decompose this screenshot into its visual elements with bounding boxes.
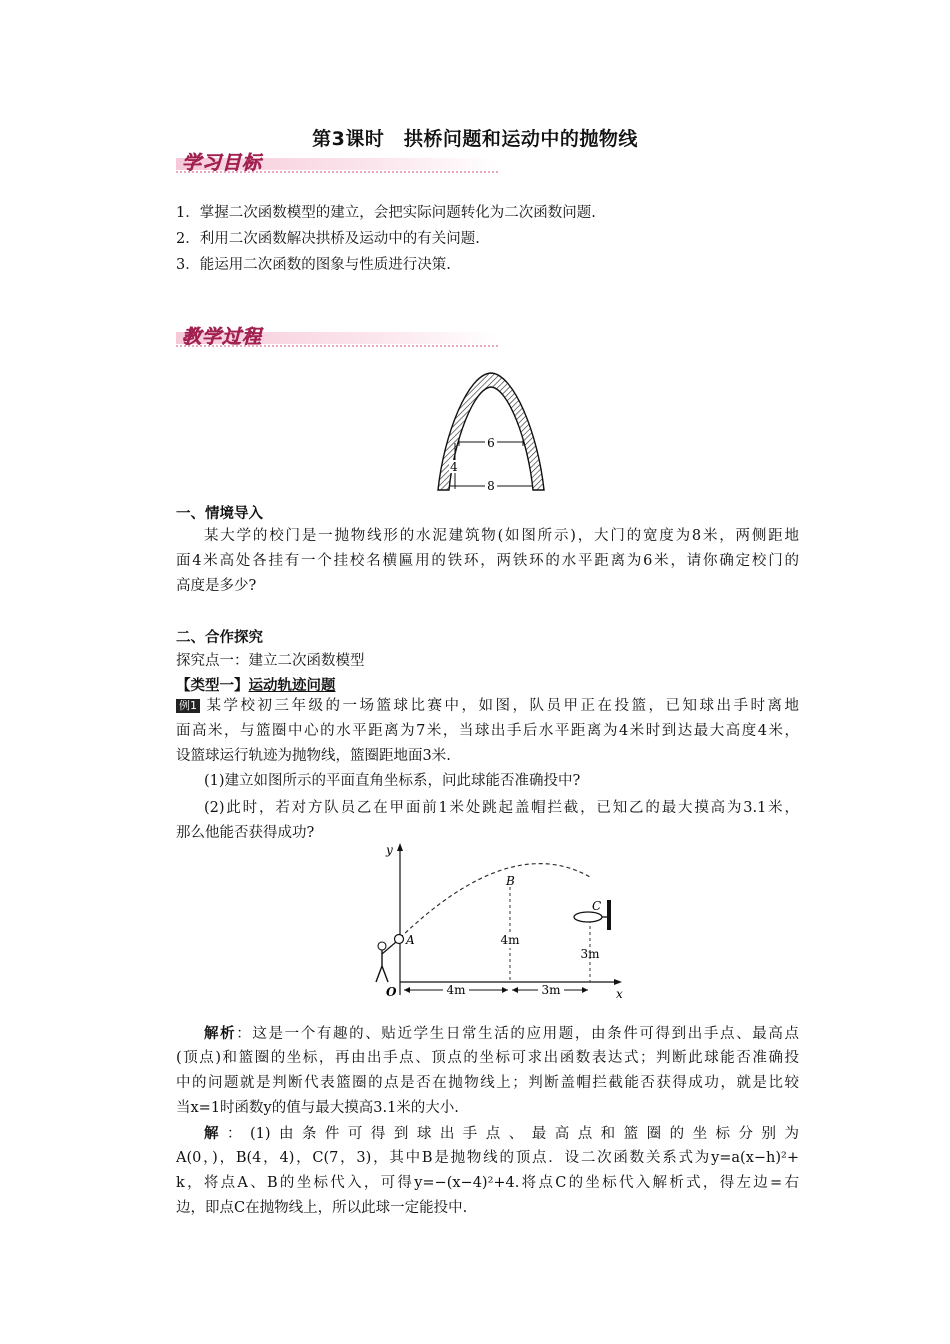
example-badge: 例1 <box>176 699 200 713</box>
example-line-2: 面高米，与篮圈中心的水平距离为7米，当球出手后水平距离为4米时到达最大高度4米， <box>176 723 799 739</box>
section1-heading: 一、情境导入 <box>176 506 263 522</box>
solution-line-3: k，将点A、B的坐标代入，可得y=−(x−4)²+4.将点C的坐标代入解析式，得左边=右 <box>176 1175 799 1191</box>
solution-line-1-text: ：(1)由条件可得到球出手点、最高点和篮圈的坐标分别为 <box>226 1126 799 1142</box>
distance-4m-label: 4m <box>446 983 466 997</box>
hoop <box>574 912 602 922</box>
example-line-1-text: 某学校初三年级的一场篮球比赛中，如图，队员甲正在投篮，已知球出手时离地 <box>204 698 799 714</box>
type-heading <box>176 676 336 696</box>
process-banner <box>176 322 498 348</box>
question-2-line-1: (2)此时，若对方队员乙在甲面前1米处跳起盖帽拦截，已知乙的最大摸高为3.1米， <box>204 800 799 816</box>
solution-label: 解 <box>204 1125 227 1142</box>
height-4m-label: 4m <box>500 933 520 947</box>
analysis-line-4: 当x=1时函数y的值与最大摸高3.1米的大小. <box>176 1100 459 1116</box>
section1-line-1: 某大学的校门是一抛物线形的水泥建筑物(如图所示)，大门的宽度为8米，两侧距地 <box>204 528 799 544</box>
analysis-line-2: (顶点)和篮圈的坐标，再由出手点、顶点的坐标可求出函数表达式；判断此球能否准确投 <box>176 1050 799 1066</box>
y-axis-label: y <box>386 843 393 857</box>
objective-1: 1．掌握二次函数模型的建立，会把实际问题转化为二次函数问题. <box>176 205 596 221</box>
arch-width-top-label: 6 <box>487 436 495 450</box>
section1-line-2: 面4米高处各挂有一个挂校名横匾用的铁环，两铁环的水平距离为6米，请你确定校门的 <box>176 553 799 569</box>
analysis-line-1-text: ：这是一个有趣的、贴近学生日常生活的应用题，由条件可得到出手点、最高点 <box>236 1026 799 1042</box>
objectives-banner-label: 学习目标 <box>182 152 263 174</box>
point-c-label: C <box>592 899 602 913</box>
backboard <box>607 900 611 930</box>
analysis-line-1 <box>204 1021 799 1047</box>
origin-label: O <box>386 985 397 999</box>
analysis-label: 解析 <box>204 1025 237 1042</box>
type-prefix: 【类型一】 <box>176 678 249 694</box>
question-2-line-2: 那么他能否获得成功? <box>176 825 315 841</box>
solution-line-2: A(0，)，B(4，4)，C(7，3)，其中B是抛物线的顶点．设二次函数关系式为y=a(x−h)²+ <box>176 1150 799 1166</box>
arch-width-bottom-label: 8 <box>487 479 495 493</box>
arch-height-label: 4 <box>450 460 458 474</box>
question-1: (1)建立如图所示的平面直角坐标系，问此球能否准确投中? <box>204 773 581 789</box>
point-a-label: A <box>406 933 415 947</box>
x-axis-label: x <box>616 987 623 1001</box>
basketball-graph <box>360 840 630 1005</box>
example-line-3: 设篮球运行轨迹为抛物线，篮圈距地面3米. <box>176 748 451 764</box>
page-title: 第3课时 拱桥问题和运动中的抛物线 <box>312 128 638 150</box>
arch-figure <box>432 368 550 494</box>
ball-trajectory <box>400 864 590 938</box>
section2-heading: 二、合作探究 <box>176 630 263 646</box>
example-line-1 <box>176 694 799 719</box>
solution-line-1 <box>204 1121 799 1147</box>
section2-subheading: 探究点一：建立二次函数模型 <box>176 653 365 669</box>
solution-line-4: 边，即点C在抛物线上，所以此球一定能投中. <box>176 1200 468 1216</box>
section1-line-3: 高度是多少? <box>176 578 257 594</box>
objective-3: 3．能运用二次函数的图象与性质进行决策. <box>176 257 451 273</box>
point-b-label: B <box>506 874 515 888</box>
type-name: 运动轨迹问题 <box>248 678 336 694</box>
objectives-banner <box>176 148 498 174</box>
objective-2: 2．利用二次函数解决拱桥及运动中的有关问题. <box>176 231 480 247</box>
height-3m-label: 3m <box>580 947 600 961</box>
player-head <box>378 942 386 950</box>
distance-3m-label: 3m <box>541 983 561 997</box>
analysis-line-3: 中的问题就是判断代表篮圈的点是否在抛物线上；判断盖帽拦截能否获得成功，就是比较 <box>176 1075 799 1091</box>
process-banner-label: 教学过程 <box>182 326 263 348</box>
